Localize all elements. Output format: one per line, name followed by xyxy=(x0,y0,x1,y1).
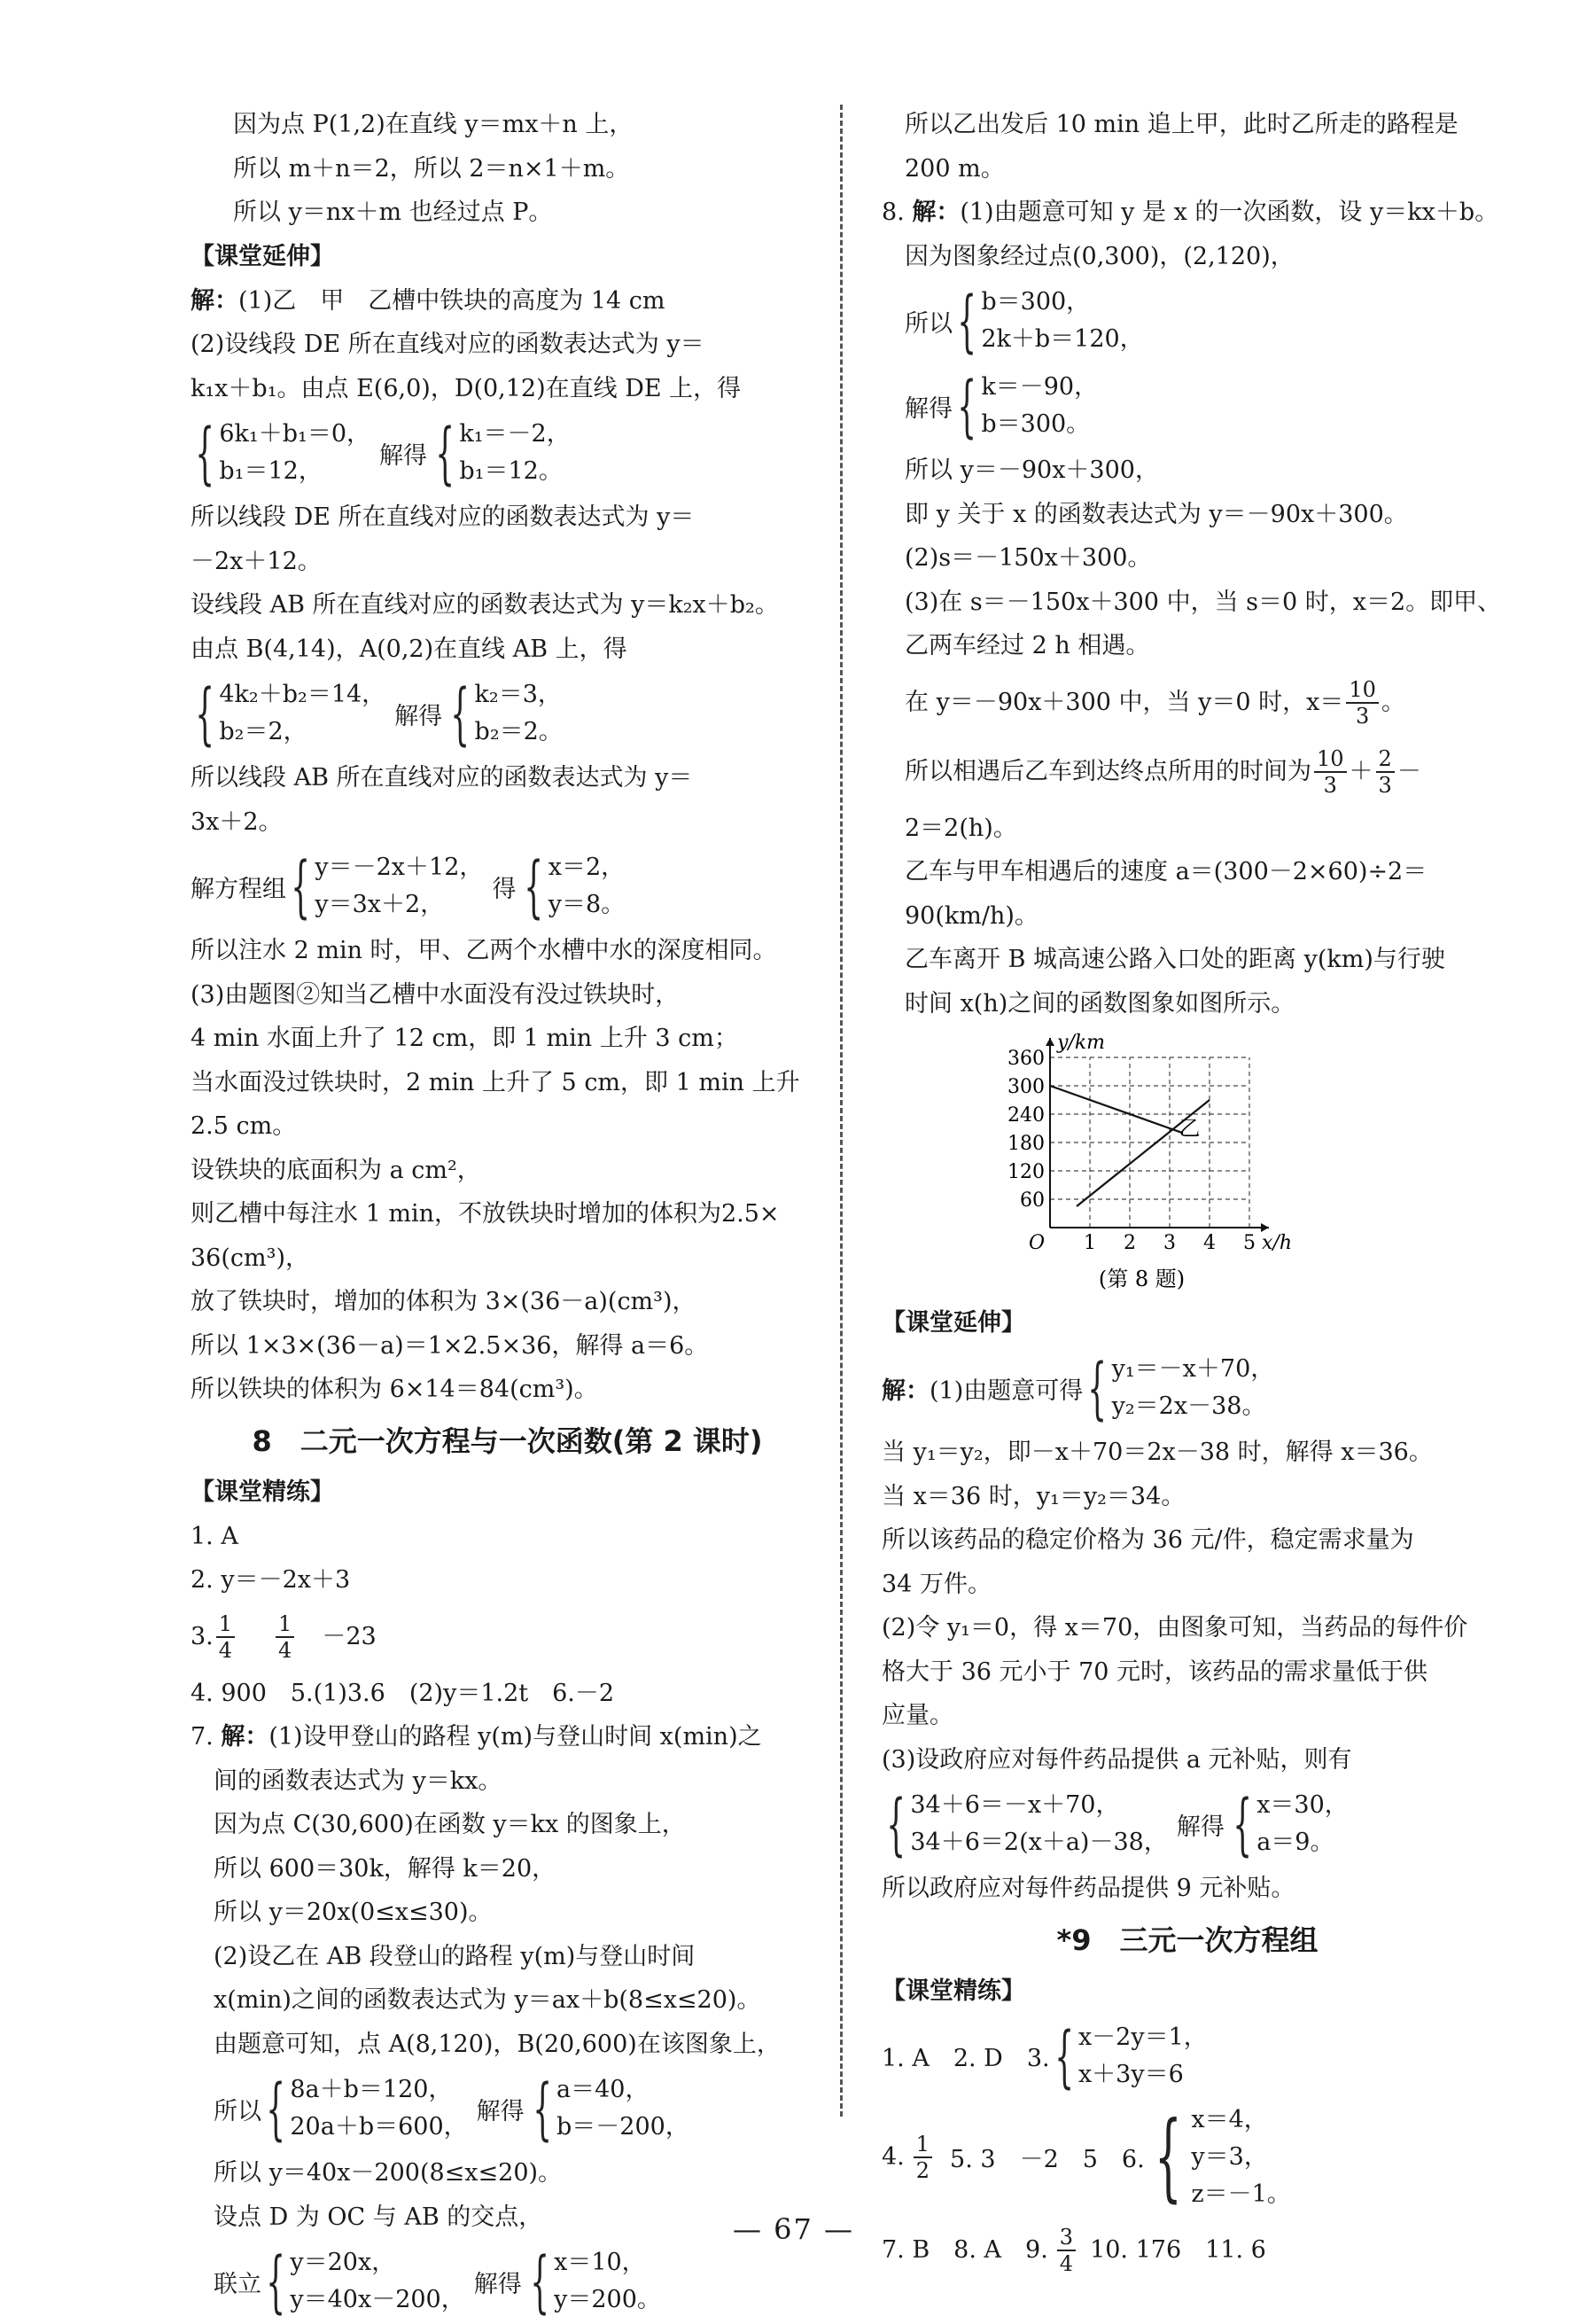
denominator: 4 xyxy=(1059,2250,1074,2276)
text-line: 设铁块的底面积为 a cm²， xyxy=(191,1156,481,1184)
solve-label: 解得 xyxy=(1176,1813,1225,1841)
solution-label: 解： xyxy=(912,199,961,226)
series-line-甲 xyxy=(1050,1086,1183,1133)
equation-system: 解方程组 { y＝－2x＋12， y＝3x＋2， 得 { x＝2， y＝8。 xyxy=(191,846,626,925)
text-span: 10. 176 11. 6 xyxy=(1090,2235,1266,2264)
lesson-heading-8: 8 二元一次方程与一次函数(第 2 课时) xyxy=(252,1423,763,1458)
solution: z＝－1。 xyxy=(1191,2180,1291,2208)
text-line: 所以政府应对每件药品提供 9 元补贴。 xyxy=(882,1875,1295,1902)
section-label-practice: 【课堂精练】 xyxy=(882,1977,1025,2005)
equation-system: { 6k₁＋b₁＝0， b₁＝12， 解得 { k₁＝－2， b₁＝12。 xyxy=(195,413,571,492)
text-span: 5. 3 －2 5 6. xyxy=(950,2146,1145,2173)
text-line: 所以 600＝30k，解得 k＝20， xyxy=(214,1854,556,1883)
text-line: 所以注水 2 min 时，甲、乙两个水槽中水的深度相同。 xyxy=(191,937,777,964)
solution: x＝4， xyxy=(1191,2105,1268,2133)
text-line: 所以 y＝40x－200(8≤x≤20)。 xyxy=(214,2159,563,2187)
text-span: 1. A 2. D 3. xyxy=(882,2045,1050,2072)
distance-time-chart xyxy=(1007,1031,1298,1301)
equation: 4k₂＋b₂＝14， xyxy=(219,681,386,708)
equation-system: 联立 { y＝20x， y＝40x－200， 解得 { x＝10， y＝200。 xyxy=(214,2242,661,2320)
text-line: 格大于 36 元小于 70 元时，该药品的需求量低于供 xyxy=(882,1657,1428,1686)
text-line: 由题意可知，点 A(8,120)，B(20,600)在该图象上， xyxy=(214,2030,781,2058)
x-tick-label: 2 xyxy=(1124,1232,1136,1254)
text-line xyxy=(882,191,1499,235)
text-line: 当 x＝36 时，y₁＝y₂＝34。 xyxy=(882,1482,1186,1510)
answer-line: 2. y＝－2x＋3 xyxy=(191,1566,351,1594)
equation: b₂＝2， xyxy=(219,718,307,745)
text-line: 设点 D 为 OC 与 AB 的交点， xyxy=(214,2203,543,2231)
right-column xyxy=(882,103,1502,2285)
section-label-extension: 【课堂延伸】 xyxy=(191,242,334,270)
answer-line: 4. $\frac{1}{2}$ 5. 3 －2 5 6. { x＝4， y＝3， z＝－1。 xyxy=(882,2101,1291,2212)
text-line: 因为点 C(30,600)在函数 y＝kx 的图象上， xyxy=(214,1811,686,1838)
text-line: 所以 1×3×(36－a)＝1×2.5×36，解得 a＝6。 xyxy=(191,1331,709,1360)
y-tick-label: 300 xyxy=(1007,1076,1045,1098)
text-line: 因为点 P(1,2)在直线 y＝mx＋n 上， xyxy=(233,111,634,138)
text-span: －23 xyxy=(322,1622,377,1650)
text-span: 4. xyxy=(882,2143,905,2171)
text-line: (3)由题图②知当乙槽中水面没有没过铁块时， xyxy=(191,980,680,1009)
denominator: 2 xyxy=(915,2157,930,2183)
text-span: 在 y＝－90x＋300 中，当 y＝0 时，x＝ xyxy=(905,688,1344,716)
numerator: 1 xyxy=(914,2132,932,2158)
x-axis-arrow xyxy=(1261,1223,1269,1232)
text-span: (1)由题意可知 y 是 x 的一次函数，设 y＝kx＋b。 xyxy=(960,199,1499,226)
y-axis-label: y/km xyxy=(1057,1032,1106,1054)
text-line: 由点 B(4,14)，A(0,2)在直线 AB 上，得 xyxy=(191,635,627,663)
equation: 6k₁＋b₁＝0， xyxy=(219,420,371,448)
text-line: 所以乙出发后 10 min 追上甲，此时乙所走的路程是 xyxy=(905,111,1459,138)
solution-label: 解： xyxy=(882,1376,930,1405)
solution: a＝9。 xyxy=(1256,1829,1334,1856)
text-line: x(min)之间的函数表达式为 y＝ax＋b(8≤x≤20)。 xyxy=(214,1986,761,2014)
system-label: 所以 xyxy=(214,2097,261,2125)
solution: a＝40， xyxy=(556,2076,650,2103)
chart-title: (第 8 题) xyxy=(1098,1267,1186,1291)
system-label: 解方程组 xyxy=(191,875,286,903)
question-number: 7. xyxy=(191,1723,222,1751)
text-line: 4 min 水面上升了 12 cm，即 1 min 上升 3 cm； xyxy=(191,1025,738,1052)
text-line: 时间 x(h)之间的函数图象如图所示。 xyxy=(905,989,1295,1018)
text-span: 。 xyxy=(1381,688,1405,716)
x-tick-label: 4 xyxy=(1203,1232,1216,1254)
text-span: (1)乙 甲 乙槽中铁块的高度为 14 cm xyxy=(238,286,665,315)
fraction xyxy=(1376,746,1395,798)
text-span: ＋ xyxy=(1349,757,1373,785)
equation-system: { 4k₂＋b₂＝14， b₂＝2， 解得 { k₂＝3， b₂＝2。 xyxy=(195,674,563,753)
numerator: 1 xyxy=(216,1611,235,1638)
fraction xyxy=(276,1611,294,1663)
system-label: (1)由题意可得 xyxy=(930,1376,1084,1405)
solution: k＝－90， xyxy=(981,373,1099,401)
text-line: 乙车与甲车相遇后的速度 a＝(300－2×60)÷2＝ xyxy=(905,858,1428,885)
equation-system: 所以 { b＝300， 2k＋b＝120， xyxy=(905,281,1144,360)
text-line: 所以 y＝－90x＋300， xyxy=(905,456,1159,484)
system-label: 联立 xyxy=(214,2270,261,2298)
text-line: 当水面没过铁块时，2 min 上升了 5 cm，即 1 min 上升 xyxy=(191,1068,800,1096)
solution: b₂＝2。 xyxy=(474,718,563,745)
text-line: 90(km/h)。 xyxy=(905,901,1039,930)
text-line: 所以线段 DE 所在直线对应的函数表达式为 y＝ xyxy=(191,503,695,531)
x-axis-label: x/h xyxy=(1262,1232,1292,1254)
equation: y＝20x， xyxy=(290,2249,396,2276)
chart-axes xyxy=(1046,1038,1269,1232)
equation: 2k＋b＝120， xyxy=(981,325,1144,353)
equation-system: 所以 { 8a＋b＝120， 20a＋b＝600， 解得 { a＝40， b＝－200， xyxy=(214,2069,689,2148)
x-tick-label: 1 xyxy=(1084,1232,1096,1254)
equation: b＝300， xyxy=(981,288,1091,316)
solution: y＝8。 xyxy=(548,891,626,918)
solve-label: 解得 xyxy=(473,2270,522,2298)
text-span: 7. B 8. A 9. xyxy=(882,2235,1048,2264)
system-label: 解得 xyxy=(905,394,953,423)
text-line xyxy=(191,1715,824,1759)
text-line: 间的函数表达式为 y＝kx。 xyxy=(214,1766,502,1795)
column-divider xyxy=(840,105,843,2117)
answer-line: 1. A 2. D 3. { x－2y＝1， x＋3y＝6 xyxy=(882,2016,1208,2095)
equation: x－2y＝1， xyxy=(1077,2023,1208,2051)
text-line: 所以 y＝20x(0≤x≤30)。 xyxy=(214,1899,493,1926)
text-line: 所以线段 AB 所在直线对应的函数表达式为 y＝ xyxy=(191,764,693,792)
denominator: 4 xyxy=(218,1637,233,1663)
text-line: 即 y 关于 x 的函数表达式为 y＝－90x＋300。 xyxy=(905,500,1408,528)
text-span: 3. xyxy=(191,1622,214,1650)
solution-label: 解： xyxy=(221,1723,269,1751)
solution: x＝10， xyxy=(554,2249,646,2276)
equation: b₁＝12， xyxy=(219,457,323,485)
equation: y₂＝2x－38。 xyxy=(1111,1392,1266,1420)
text-line: 应量。 xyxy=(882,1702,953,1729)
answer-line xyxy=(191,1603,824,1672)
left-column xyxy=(191,103,824,2324)
text-line: 3x＋2。 xyxy=(191,807,283,836)
y-tick-label: 360 xyxy=(1007,1048,1045,1070)
solve-label: 解得 xyxy=(476,2097,525,2125)
text-line: 200 m。 xyxy=(905,154,1005,183)
text-line: 所以该药品的稳定价格为 36 元/件，稳定需求量为 xyxy=(882,1526,1414,1554)
text-span: － xyxy=(1396,757,1421,785)
denominator: 3 xyxy=(1323,772,1337,798)
text-line: (2)令 y₁＝0，得 x＝70，由图象可知，当药品的每件价 xyxy=(882,1614,1468,1642)
equation: y＝3x＋2， xyxy=(315,891,445,918)
equation-system: 解得 { k＝－90， b＝300。 xyxy=(905,366,1099,445)
text-line: 所以 y＝nx＋m 也经过点 P。 xyxy=(233,199,553,226)
text-line: (2)设乙在 AB 段登山的路程 y(m)与登山时间 xyxy=(214,1942,696,1970)
equation: y＝40x－200， xyxy=(290,2286,465,2313)
solution: x＝30， xyxy=(1256,1791,1349,1819)
x-tick-label: 5 xyxy=(1243,1232,1256,1254)
y-axis-arrow xyxy=(1046,1038,1054,1046)
answer-line: 4. 900 5.(1)3.6 (2)y＝1.2t 6.－2 xyxy=(191,1679,615,1707)
text-line: (3)设政府应对每件药品提供 a 元补贴，则有 xyxy=(882,1745,1352,1774)
text-span: (1)设甲登山的路程 y(m)与登山时间 x(min)之 xyxy=(268,1723,762,1751)
equation-system: { 34＋6＝－x＋70， 34＋6＝2(x＋a)－38， 解得 { x＝30， a＝9。 xyxy=(886,1784,1349,1863)
y-tick-label: 60 xyxy=(1020,1189,1045,1212)
solution: b₁＝12。 xyxy=(459,457,563,485)
fraction xyxy=(1314,746,1347,798)
solve-label: 解得 xyxy=(394,702,443,730)
text-line: 当 y₁＝y₂，即－x＋70＝2x－38 时，解得 x＝36。 xyxy=(882,1439,1433,1466)
section-label-extension: 【课堂延伸】 xyxy=(882,1309,1025,1337)
numerator: 10 xyxy=(1346,677,1379,704)
equation: x＋3y＝6 xyxy=(1077,2060,1184,2088)
text-line: 所以 m＋n＝2，所以 2＝n×1＋m。 xyxy=(233,154,630,183)
numerator: 1 xyxy=(276,1611,294,1638)
denominator: 4 xyxy=(278,1637,292,1663)
equation: 20a＋b＝600， xyxy=(290,2113,468,2141)
question-number: 8. xyxy=(882,199,913,226)
text-line: (3)在 s＝－150x＋300 中，当 s＝0 时，x＝2。即甲、 xyxy=(905,588,1502,616)
text-line: 设线段 AB 所在直线对应的函数表达式为 y＝k₂x＋b₂。 xyxy=(191,591,779,619)
text-line: 放了铁块时，增加的体积为 3×(36－a)(cm³)， xyxy=(191,1288,696,1315)
equation: 34＋6＝2(x＋a)－38， xyxy=(910,1829,1168,1856)
equation: 8a＋b＝120， xyxy=(290,2076,453,2103)
solution: b＝300。 xyxy=(981,410,1091,438)
y-tick-label: 120 xyxy=(1007,1161,1045,1183)
denominator: 3 xyxy=(1356,703,1370,729)
denominator: 3 xyxy=(1378,772,1392,798)
text-line: 则乙槽中每注水 1 min，不放铁块时增加的体积为2.5× xyxy=(191,1200,780,1228)
text-line xyxy=(882,668,1493,737)
equation: 34＋6＝－x＋70， xyxy=(910,1791,1120,1819)
text-line: 乙车离开 B 城高速公路入口处的距离 y(km)与行驶 xyxy=(905,946,1445,973)
solve-label: 得 xyxy=(492,875,517,903)
solution: y＝3， xyxy=(1191,2142,1268,2171)
fraction xyxy=(1346,677,1379,729)
fraction xyxy=(216,1611,235,1663)
y-tick-label: 180 xyxy=(1007,1133,1045,1155)
section-label-practice: 【课堂精练】 xyxy=(191,1478,334,1506)
text-line: －2x＋12。 xyxy=(191,547,322,575)
text-line xyxy=(191,279,824,324)
numerator: 10 xyxy=(1314,746,1347,773)
text-line: 因为图象经过点(0,300)，(2,120)， xyxy=(905,242,1295,270)
solution: b＝－200， xyxy=(556,2113,689,2141)
answer-line: 1. A xyxy=(191,1522,238,1550)
numerator: 2 xyxy=(1376,746,1395,773)
equation: y＝－2x＋12， xyxy=(315,854,484,881)
system-label: 所以 xyxy=(905,309,953,338)
origin-label: O xyxy=(1028,1232,1045,1254)
equation-system: 解： (1)由题意可得 { y₁＝－x＋70， y₂＝2x－38。 xyxy=(882,1348,1275,1427)
solution: k₁＝－2， xyxy=(459,420,571,448)
text-line: 所以铁块的体积为 6×14＝84(cm³)。 xyxy=(191,1376,598,1403)
text-line: (2)s＝－150x＋300。 xyxy=(905,544,1152,572)
x-tick-label: 3 xyxy=(1163,1232,1176,1254)
solve-label: 解得 xyxy=(379,441,428,470)
fraction xyxy=(914,2132,932,2183)
page-number: — 67 — xyxy=(732,2212,855,2246)
solution-label: 解： xyxy=(191,286,238,315)
text-line: 乙两车经过 2 h 相遇。 xyxy=(905,632,1150,659)
chart-grid xyxy=(1050,1057,1249,1228)
text-line: k₁x＋b₁。由点 E(6,0)，D(0,12)在直线 DE 上，得 xyxy=(191,374,742,402)
series-annotation: 乙 xyxy=(1179,1116,1201,1141)
lesson-heading-9: *9 三元一次方程组 xyxy=(1056,1922,1319,1957)
text-line: 34 万件。 xyxy=(882,1570,992,1598)
text-line xyxy=(882,737,1493,807)
solution: k₂＝3， xyxy=(474,681,562,708)
numerator: 3 xyxy=(1057,2225,1076,2251)
text-line: 36(cm³)， xyxy=(191,1244,309,1272)
text-line: 2.5 cm。 xyxy=(191,1112,297,1140)
y-tick-label: 240 xyxy=(1007,1104,1045,1127)
solution: x＝2， xyxy=(548,854,626,881)
equation: y₁＝－x＋70， xyxy=(1111,1355,1275,1383)
solution: y＝200。 xyxy=(554,2286,661,2313)
text-line: 2＝2(h)。 xyxy=(905,814,1017,842)
text-line: (2)设线段 DE 所在直线对应的函数表达式为 y＝ xyxy=(191,331,704,358)
text-span: 所以相遇后乙车到达终点所用的时间为 xyxy=(905,757,1311,785)
